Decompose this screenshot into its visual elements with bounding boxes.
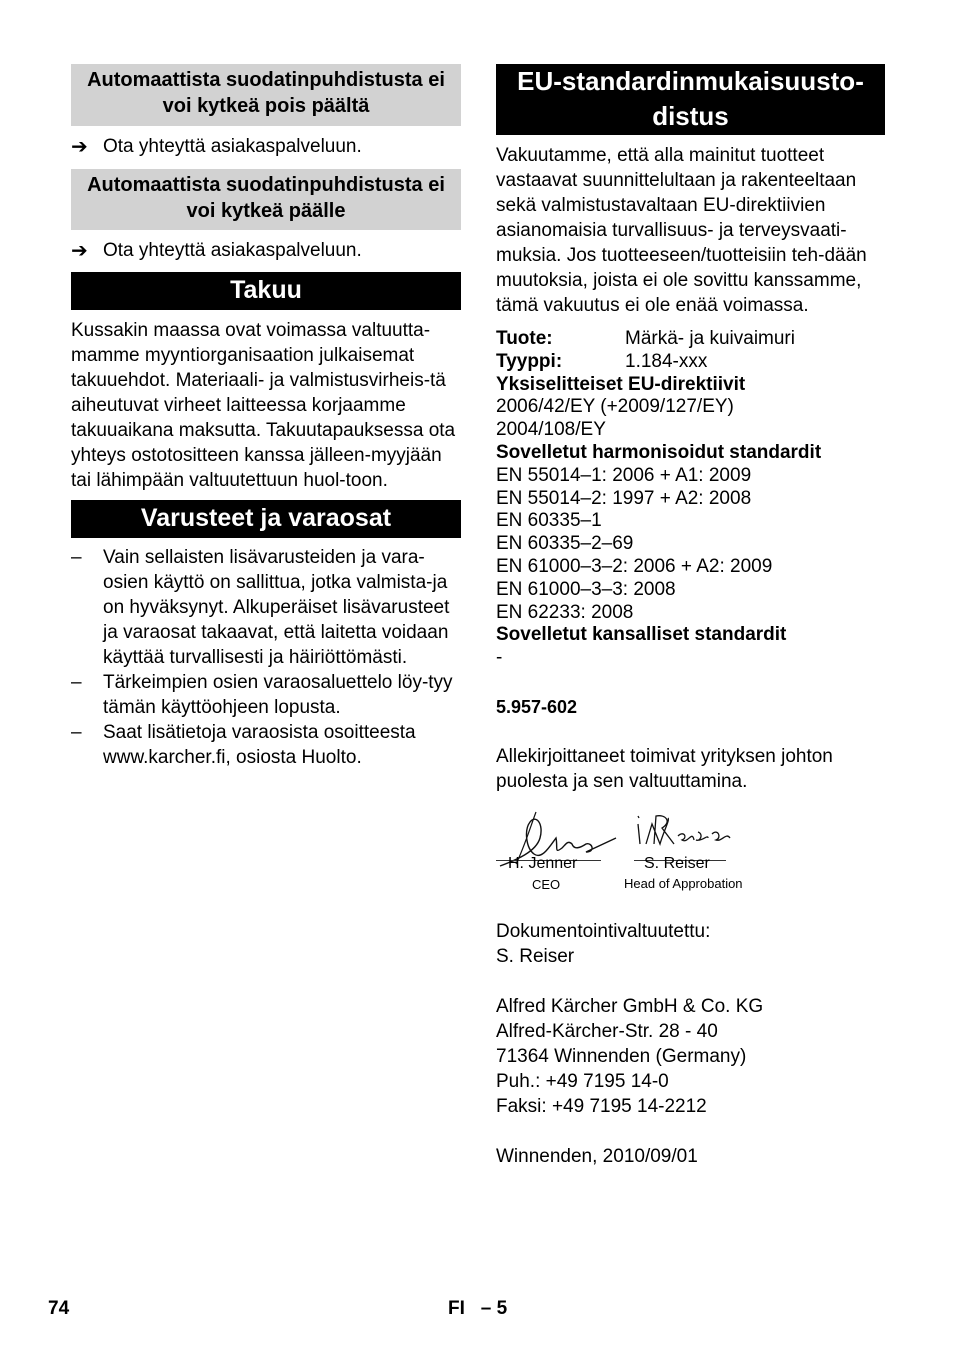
standard-item: EN 55014–1: 2006 + A1: 2009: [496, 464, 752, 486]
standard-item: EN 62233: 2008: [496, 601, 634, 623]
signatory-2-name: S. Reiser: [644, 854, 710, 872]
language-page-marker: FI – 5: [448, 1298, 508, 1319]
list-item: – Vain sellaisten lisävarusteiden ja vara-osien käyttö on sallittua, jotka valmista-ja on hyväksynyt. Alkuperäiset lisävarusteet ja varaosat takaavat, että laitetta voidaan käyttää turvallisesti ja häiriöttömästi.: [71, 547, 450, 668]
address-line: Puh.: +49 7195 14-0: [496, 1070, 669, 1092]
signatory-1-name: H. Jenner: [508, 854, 578, 872]
instruction-contact-service-2: [71, 239, 461, 263]
type-row: [496, 351, 885, 374]
address-line: Alfred-Kärcher-Str. 28 - 40: [496, 1020, 718, 1042]
declaration-specs: [496, 328, 885, 670]
list-item: – Tärkeimpien osien varaosaluettelo löy-tyy tämän käyttöohjeen lopusta.: [71, 672, 453, 718]
standard-item: EN 60335–1: [496, 510, 602, 532]
product-row: [496, 328, 885, 351]
declaration-intro: Vakuutamme, että alla mainitut tuotteet vastaavat suunnittelultaan ja rakenteeltaan sekä valmistustavaltaan EU-direktiivien asianomaisia turvallisuus- ja terveysvaati-muksia. Jos tuotteeseen/tuotteisiin teh-dään muutoksia, joista ei ole sovittu kanssamme, tämä vakuutus ei ole enää voimassa.: [496, 145, 867, 316]
standard-item: EN 55014–2: 1997 + A2: 2008: [496, 487, 752, 509]
instruction-contact-service-1: [71, 135, 461, 159]
heading-filter-cleaning-cannot-turn-on: Automaattista suodatinpuhdistusta ei voi kytkeä päälle: [71, 169, 461, 230]
directive-item: 2006/42/EY (+2009/127/EY): [496, 396, 734, 418]
address-line: 71364 Winnenden (Germany): [496, 1045, 747, 1067]
type-value: 1.184-xxx: [625, 350, 708, 372]
heading-filter-cleaning-cannot-turn-off: Automaattista suodatinpuhdistusta ei voi kytkeä pois päältä: [71, 64, 461, 126]
arrow-right-icon: ➔: [71, 240, 88, 262]
doc-auth-name: S. Reiser: [496, 945, 575, 967]
product-value: Märkä- ja kuivaimuri: [625, 328, 795, 349]
national-standards-label: Sovelletut kansalliset standardit: [496, 624, 787, 646]
type-label: Tyyppi:: [496, 350, 563, 372]
documentation-authority: [496, 919, 885, 969]
standard-item: EN 61000–3–3: 2008: [496, 578, 676, 600]
accessories-list: [71, 545, 461, 770]
signatory-1-title: CEO: [532, 876, 561, 892]
section-title-eu-declaration: EU-standardinmukaisuusto-distus: [496, 64, 885, 135]
standard-item: EN 61000–3–2: 2006 + A2: 2009: [496, 555, 773, 577]
right-column: [496, 64, 885, 1169]
national-standards-value: -: [496, 647, 503, 669]
document-number: 5.957-602: [496, 696, 578, 717]
signatories-statement: Allekirjoittaneet toimivat yrityksen johton puolesta ja sen valtuuttamina.: [496, 745, 833, 792]
directives-label: Yksiselitteiset EU-direktiivit: [496, 373, 746, 395]
instruction-text: Ota yhteyttä asiakaspalveluun.: [103, 240, 362, 261]
signature-block: [496, 808, 885, 908]
section-title-accessories: Varusteet ja varaosat: [71, 500, 461, 538]
product-label: Tuote:: [496, 328, 553, 349]
arrow-right-icon: ➔: [71, 136, 88, 158]
directive-item: 2004/108/EY: [496, 419, 606, 441]
doc-auth-label: Dokumentointivaltuutettu:: [496, 920, 711, 942]
harmonised-standards-label: Sovelletut harmonisoidut standardit: [496, 441, 822, 463]
list-item: – Saat lisätietoja varaosista osoitteesta www.karcher.fi, osiosta Huolto.: [71, 722, 416, 768]
standard-item: EN 60335–2–69: [496, 533, 634, 555]
page-number: 74: [48, 1298, 70, 1319]
company-address: [496, 994, 885, 1119]
address-line: Faksi: +49 7195 14-2212: [496, 1095, 707, 1117]
left-column: [71, 64, 461, 770]
instruction-text: Ota yhteyttä asiakaspalveluun.: [103, 136, 362, 157]
section-title-warranty: Takuu: [71, 272, 461, 310]
place-date: Winnenden, 2010/09/01: [496, 1145, 698, 1167]
address-line: Alfred Kärcher GmbH & Co. KG: [496, 995, 764, 1017]
signatory-2-title: Head of Approbation: [624, 875, 743, 891]
warranty-text: Kussakin maassa ovat voimassa valtuutta-mamme myyntiorganisaation julkaisemat takuuehdot. Materiaali- ja valmistusvirheis-tä aiheutuvat virheet laitteessa korjaamme takuuaikana maksutta. Takuutapauksessa ota yhteys ostotositteen kanssa jälleen-myyjään tai lähimpään valtuutettuun huol-toon.: [71, 320, 456, 491]
signature-image-reiser: [634, 810, 744, 860]
